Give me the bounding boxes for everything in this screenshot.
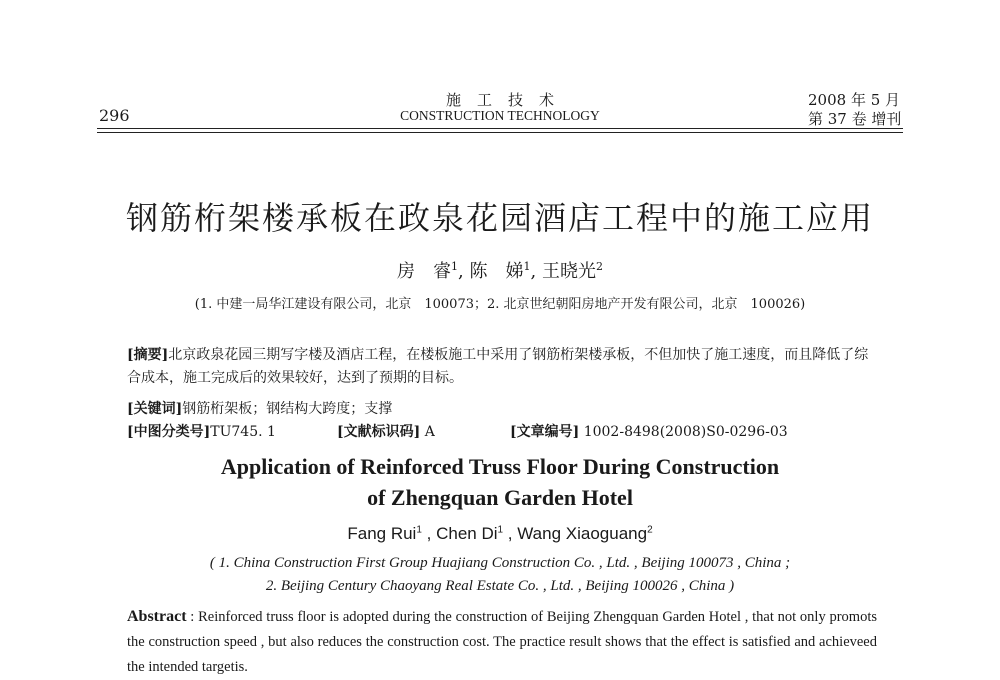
document-code: [文献标识码] A <box>337 424 435 440</box>
authors-en <box>0 524 1000 544</box>
journal-title-cn: 施工技术 <box>445 91 570 109</box>
header-rule-top <box>97 128 903 129</box>
header-rule-bottom <box>97 132 903 133</box>
clc-number: [中图分类号]TU745. 1 <box>127 424 276 440</box>
issue-volume: 第 37 卷 增刊 <box>808 110 902 128</box>
author-en: Wang Xiaoguang$^2$ <box>517 524 653 543</box>
issue-date: 2008 年 5 月 <box>808 91 901 109</box>
title-en-line-1: Application of Reinforced Truss Floor During Construction <box>220 454 780 479</box>
author-cn: 陈 娣$^1$, <box>469 260 537 282</box>
article-number: [文章编号] 1002-8498(2008)S0-0296-03 <box>510 424 788 440</box>
abstract-en-text: Reinforced truss floor is adopted during the construction of Beijing Zhengquan Garden Hotel , that not only promots the construction speed , but also reduces the construction cost. The practice result shows that the effect is satisfied and achieveed the intended targetis. <box>127 609 878 675</box>
keywords-cn-label: [关键词] <box>127 401 183 417</box>
journal-title-en: CONSTRUCTION TECHNOLOGY <box>400 108 600 123</box>
keywords-cn <box>127 398 392 418</box>
authors-cn <box>0 257 1000 283</box>
title-cn: 钢筋桁架楼承板在政泉花园酒店工程中的施工应用 <box>125 199 874 237</box>
abstract-cn-text: 北京政泉花园三期写字楼及酒店工程，在楼板施工中采用了钢筋桁架楼承板，不但加快了施工速度，而且降低了综合成本，施工完成后的效果较好，达到了预期的目标。 <box>127 347 869 386</box>
page-number: 296 <box>99 106 130 125</box>
author-cn: 王晓光$^2$ <box>541 260 603 282</box>
author-en: Fang Rui$^1$ , <box>347 524 432 543</box>
title-en-line-2: of Zhengquan Garden Hotel <box>367 485 633 510</box>
abstract-cn <box>127 344 877 390</box>
affiliation-en-line-2: 2. Beijing Century Chaoyang Real Estate Co. , Ltd. , Beijing 100026 , China ) <box>265 578 735 594</box>
affiliation-cn: (1. 中建一局华江建设有限公司，北京 100073；2. 北京世纪朝阳房地产开发有限公司，北京 100026) <box>194 297 806 312</box>
abstract-en-label: Abstract <box>127 608 187 625</box>
author-en: Chen Di$^1$ , <box>436 524 513 543</box>
keywords-cn-text: 钢筋桁架板；钢结构大跨度；支撑 <box>182 401 393 417</box>
author-cn: 房 睿$^1$, <box>397 260 464 282</box>
abstract-cn-label: [摘要] <box>127 347 169 363</box>
affiliation-en-line-1: ( 1. China Construction First Group Huajiang Construction Co. , Ltd. , Beijing 100073 , China ; <box>209 555 791 571</box>
abstract-en: Abstract : Reinforced truss floor is adopted during the construction of Beijing Zhengquan Garden Hotel , that not only promots the construction speed , but also reduces the construction cost. The practice result shows that the effect is satisfied and achieveed the intended targetis. <box>127 608 878 675</box>
